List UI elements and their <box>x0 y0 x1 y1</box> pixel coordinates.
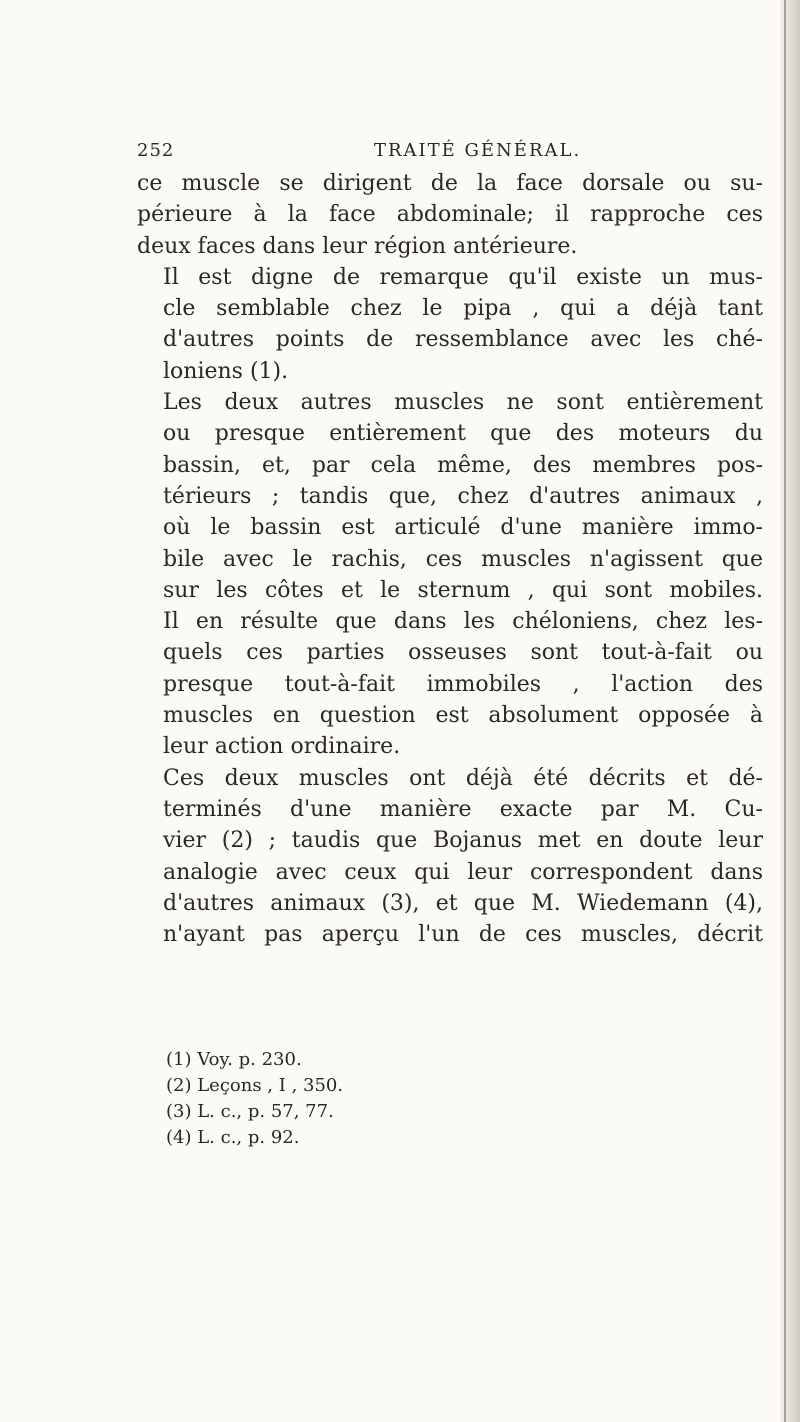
paragraph-2 <box>137 262 763 387</box>
text-line: d'autres points de ressemblance avec les ché- <box>163 327 763 353</box>
text-line: terminés d'une manière exacte par M. Cu- <box>163 796 763 822</box>
text-line: térieurs ; tandis que, chez d'autres animaux , <box>163 483 763 509</box>
text-line: d'autres animaux (3), et que M. Wiedemann (4), <box>163 890 763 916</box>
text-line: presque tout-à-fait immobiles , l'action des <box>163 671 763 697</box>
footnote-2: (2) Leçons , I , 350. <box>166 1075 344 1096</box>
text-line: Il en résulte que dans les chéloniens, chez les- <box>163 609 763 635</box>
text-line: ou presque entièrement que des moteurs du <box>163 421 763 447</box>
text-line: Il est digne de remarque qu'il existe un mus- <box>163 264 763 290</box>
text-line: Les deux autres muscles ne sont entièrement <box>163 390 763 416</box>
text-line: analogie avec ceux qui leur correspondent dans <box>163 859 763 885</box>
text-line: périeure à la face abdominale; il rapproche ces <box>137 202 763 228</box>
text-line: bile avec le rachis, ces muscles n'agissent que <box>163 546 763 572</box>
page-edge-line <box>784 0 786 1422</box>
text-line: ce muscle se dirigent de la face dorsale ou su- <box>137 171 763 196</box>
text-line: n'ayant pas aperçu l'un de ces muscles, décrit <box>163 922 763 948</box>
footnotes <box>166 1047 566 1151</box>
text-line: quels ces parties osseuses sont tout-à-fait ou <box>163 640 763 666</box>
page-header <box>137 140 763 170</box>
text-line: muscles en question est absolument opposée à <box>163 703 763 729</box>
text-line: bassin, et, par cela même, des membres pos- <box>163 452 763 478</box>
text-line: leur action ordinaire. <box>163 734 401 760</box>
paragraph-4 <box>137 763 763 951</box>
running-head: TRAITÉ GÉNÉRAL. <box>374 140 582 161</box>
text-line: sur les côtes et le sternum , qui sont mobiles. <box>163 577 763 603</box>
text-line: cle semblable chez le pipa , qui a déjà tant <box>163 296 763 322</box>
text-line: vier (2) ; taudis que Bojanus met en doute leur <box>163 828 763 854</box>
footnote-4: (4) L. c., p. 92. <box>166 1127 300 1148</box>
page-number: 252 <box>137 140 175 161</box>
text-line: deux faces dans leur région antérieure. <box>137 233 578 259</box>
paragraph-1 <box>137 168 763 262</box>
footnote-3: (3) L. c., p. 57, 77. <box>166 1101 334 1122</box>
text-line: Ces deux muscles ont déjà été décrits et dé- <box>163 765 763 791</box>
text-line: loniens (1). <box>163 358 289 384</box>
paragraph-3 <box>137 387 763 763</box>
page-edge <box>780 0 800 1422</box>
footnote-1: (1) Voy. p. 230. <box>166 1049 302 1070</box>
body-text <box>137 168 763 950</box>
text-line: où le bassin est articulé d'une manière immo- <box>163 515 763 541</box>
